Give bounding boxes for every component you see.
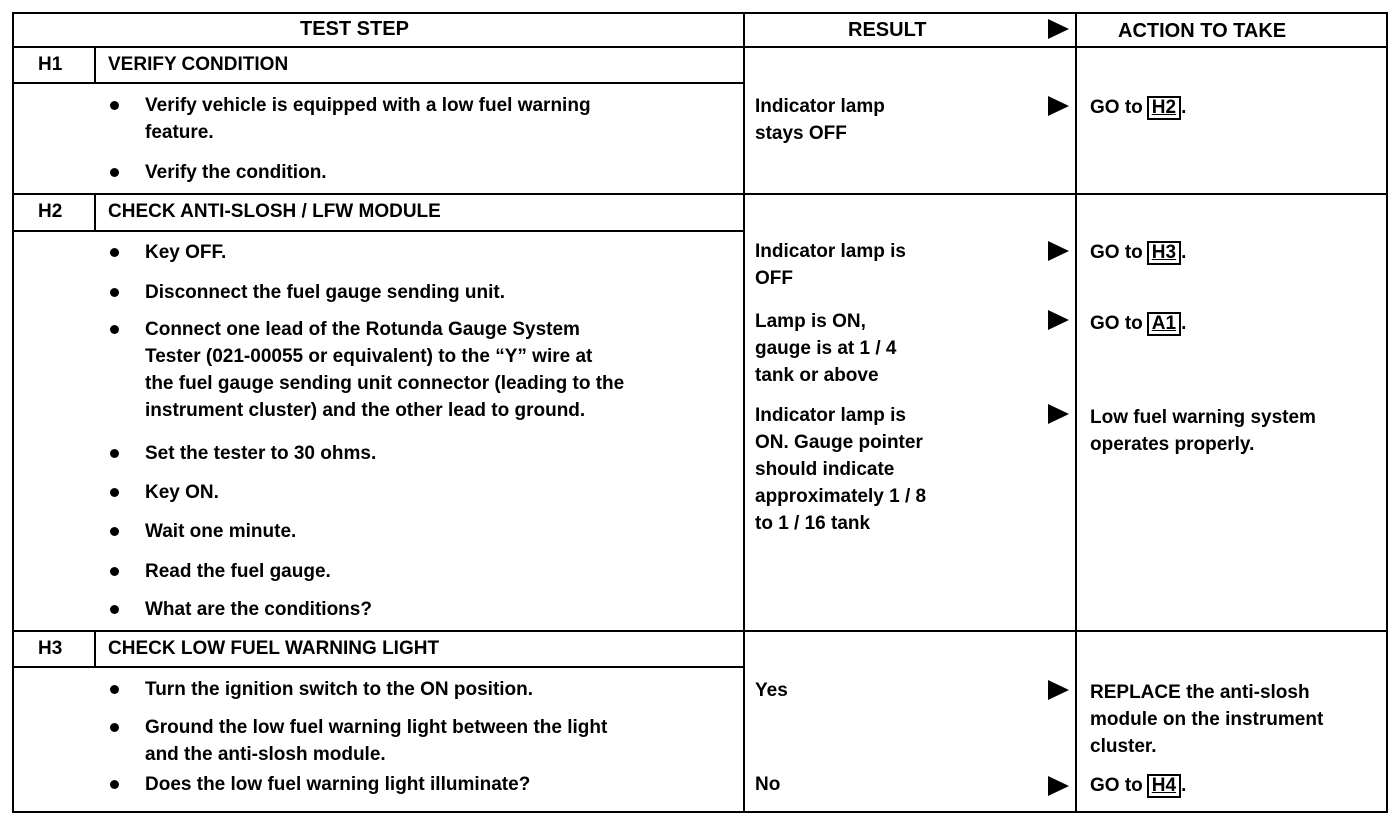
h3-action-text [1090, 772, 1186, 799]
h2-step-title: CHECK ANTI-SLOSH / LFW MODULE [108, 201, 441, 222]
h1-title-divider [12, 82, 744, 84]
h2-action-text [1090, 310, 1186, 337]
arrow-right-icon [1048, 241, 1069, 261]
h1-action-text [1090, 94, 1186, 121]
action-prefix: GO to [1090, 97, 1143, 118]
h1-section-divider [12, 193, 1388, 195]
action-prefix: GO to [1090, 242, 1143, 263]
bullet-icon [110, 248, 119, 257]
h2-instruction-item: What are the conditions? [145, 599, 372, 620]
h2-instruction-item: Disconnect the fuel gauge sending unit. [145, 282, 505, 303]
header-bottom-border [12, 46, 1388, 48]
h3-instruction-item: Turn the ignition switch to the ON position. [145, 679, 534, 700]
action-prefix: GO to [1090, 313, 1143, 334]
action-suffix: . [1181, 313, 1187, 334]
arrow-right-icon [1048, 404, 1069, 424]
h3-instruction-item: Ground the low fuel warning light between the light and the anti-slosh module. [145, 717, 608, 765]
table-top-border [12, 12, 1388, 14]
arrow-right-icon [1048, 680, 1069, 700]
h2-action-text [1090, 239, 1186, 266]
step-id-divider-h3 [94, 630, 96, 666]
h1-result-text: Indicator lamp stays OFF [755, 96, 885, 144]
header-result: RESULT [848, 19, 927, 41]
h2-step-id: H2 [38, 201, 63, 222]
bullet-icon [110, 567, 119, 576]
bullet-icon [110, 685, 119, 694]
table-right-border [1386, 12, 1388, 813]
h2-instruction-item: Connect one lead of the Rotunda Gauge System Tester (021-00055 or equivalent) to the “Y” wire at the fuel gauge sending unit connector (leading to the instrument cluster) and the other lead to ground. [145, 319, 625, 421]
header-test-step: TEST STEP [300, 18, 409, 40]
action-suffix: . [1181, 775, 1187, 796]
arrow-right-icon [1048, 776, 1069, 796]
bullet-icon [110, 488, 119, 497]
h1-step-id: H1 [38, 54, 63, 75]
step-reference-link[interactable]: A1 [1147, 312, 1181, 336]
h2-instruction-item: Set the tester to 30 ohms. [145, 443, 377, 464]
bullet-icon [110, 325, 119, 334]
h2-instruction-item: Wait one minute. [145, 521, 297, 542]
h3-title-divider [12, 666, 744, 668]
h2-result-text: Lamp is ON, gauge is at 1 / 4 tank or above [755, 311, 897, 386]
h2-instruction-item: Read the fuel gauge. [145, 561, 331, 582]
h1-instruction-item: Verify the condition. [145, 162, 327, 183]
arrow-right-icon [1048, 96, 1069, 116]
h3-result-text: No [755, 774, 781, 795]
step-reference-link[interactable]: H2 [1147, 96, 1181, 120]
bullet-icon [110, 101, 119, 110]
h1-instruction-item: Verify vehicle is equipped with a low fuel warning feature. [145, 95, 591, 143]
h1-step-title: VERIFY CONDITION [108, 54, 289, 75]
bullet-icon [110, 449, 119, 458]
table-bottom-border [12, 811, 1388, 813]
h2-result-text: Indicator lamp is ON. Gauge pointer should indicate approximately 1 / 8 to 1 / 16 tank [755, 405, 927, 534]
bullet-icon [110, 723, 119, 732]
step-id-divider-h2 [94, 193, 96, 230]
bullet-icon [110, 780, 119, 789]
table-left-border [12, 12, 14, 813]
bullet-icon [110, 168, 119, 177]
action-column-divider [1075, 12, 1077, 813]
bullet-icon [110, 288, 119, 297]
step-reference-link[interactable]: H3 [1147, 241, 1181, 265]
h3-step-id: H3 [38, 638, 63, 659]
h2-instruction-item: Key OFF. [145, 242, 227, 263]
h3-step-title: CHECK LOW FUEL WARNING LIGHT [108, 638, 440, 659]
h3-instruction-item: Does the low fuel warning light illuminate? [145, 774, 531, 795]
h2-result-text: Indicator lamp is OFF [755, 241, 906, 289]
action-suffix: . [1181, 242, 1187, 263]
bullet-icon [110, 527, 119, 536]
step-reference-link[interactable]: H4 [1147, 774, 1181, 798]
action-prefix: GO to [1090, 775, 1143, 796]
action-suffix: . [1181, 97, 1187, 118]
h2-instruction-item: Key ON. [145, 482, 219, 503]
h3-action-text: REPLACE the anti-slosh module on the instrument cluster. [1090, 682, 1324, 757]
h2-title-divider [12, 230, 744, 232]
step-id-divider-h1 [94, 46, 96, 82]
result-column-divider [743, 12, 745, 813]
header-arrow-icon [1048, 19, 1069, 39]
bullet-icon [110, 605, 119, 614]
h2-section-divider [12, 630, 1388, 632]
h3-result-text: Yes [755, 680, 788, 701]
arrow-right-icon [1048, 310, 1069, 330]
header-action: ACTION TO TAKE [1118, 20, 1287, 42]
h2-action-text: Low fuel warning system operates properly. [1090, 407, 1316, 455]
